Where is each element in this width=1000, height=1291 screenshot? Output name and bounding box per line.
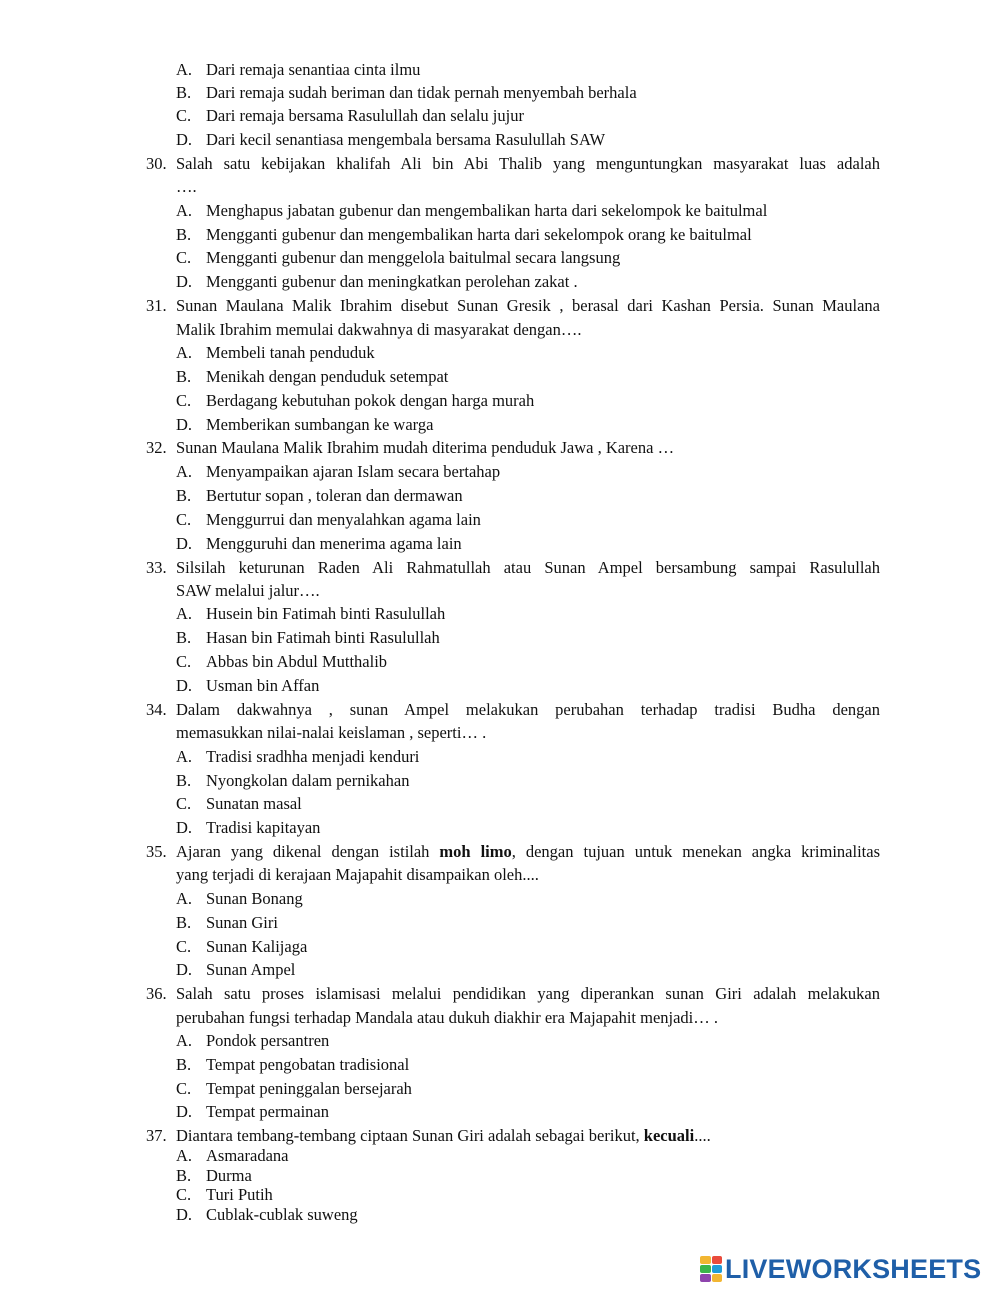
q36-option-a[interactable]: A. Pondok persantren (176, 1031, 330, 1050)
q29-option-a[interactable]: A. Dari remaja senantiaa cinta ilmu (176, 60, 421, 79)
q32-option-a[interactable]: A. Menyampaikan ajaran Islam secara bertahap (176, 462, 501, 481)
q35-keyword: moh limo (439, 842, 512, 861)
logo-block (700, 1265, 711, 1273)
q34-option-d[interactable]: D. Tradisi kapitayan (176, 818, 321, 837)
logo-block (700, 1274, 711, 1282)
liveworksheets-logo-icon (700, 1256, 722, 1282)
q35-option-c[interactable]: C. Sunan Kalijaga (176, 937, 308, 956)
q33-option-b[interactable]: B. Hasan bin Fatimah binti Rasulullah (176, 628, 440, 647)
q36-option-d[interactable]: D. Tempat permainan (176, 1102, 330, 1121)
q29-option-c[interactable]: C. Dari remaja bersama Rasulullah dan selalu jujur (176, 106, 524, 125)
q30-option-d[interactable]: D. Mengganti gubenur dan meningkatkan perolehan zakat . (176, 272, 578, 291)
liveworksheets-logo-text: LIVEWORKSHEETS (725, 1253, 982, 1284)
q35-number: 35. (146, 842, 167, 861)
q37-option-d[interactable]: D. Cublak-cublak suweng (176, 1205, 358, 1224)
q33-option-d[interactable]: D. Usman bin Affan (176, 676, 320, 695)
q30-text-line2: …. (176, 177, 197, 196)
q37-option-b[interactable]: B. Durma (176, 1166, 252, 1185)
q31-text-line2: Malik Ibrahim memulai dakwahnya di masyarakat dengan…. (176, 320, 582, 339)
q32-text-line1: Sunan Maulana Malik Ibrahim mudah diterima penduduk Jawa , Karena … (176, 438, 675, 457)
q37-number: 37. (146, 1126, 167, 1145)
q33-text-line2: SAW melalui jalur…. (176, 581, 320, 600)
logo-block (700, 1256, 711, 1264)
q34-option-b[interactable]: B. Nyongkolan dalam pernikahan (176, 771, 410, 790)
q35-option-b[interactable]: B. Sunan Giri (176, 913, 278, 932)
q35-option-a[interactable]: A. Sunan Bonang (176, 889, 303, 908)
q34-option-a[interactable]: A. Tradisi sradhha menjadi kenduri (176, 747, 420, 766)
q31-number: 31. (146, 296, 167, 315)
q34-number: 34. (146, 700, 167, 719)
q33-number: 33. (146, 558, 167, 577)
q37-option-a[interactable]: A. Asmaradana (176, 1146, 289, 1165)
q30-option-c[interactable]: C. Mengganti gubenur dan menggelola baitulmal secara langsung (176, 248, 621, 267)
q36-option-c[interactable]: C. Tempat peninggalan bersejarah (176, 1079, 412, 1098)
q37-text-line1: Diantara tembang-tembang ciptaan Sunan Giri adalah sebagai berikut, kecuali.... (176, 1126, 711, 1145)
q34-text-line1: Dalam dakwahnya , sunan Ampel melakukan perubahan terhadap tradisi Budha dengan (176, 700, 880, 719)
q37-option-c[interactable]: C. Turi Putih (176, 1185, 273, 1204)
q32-option-b[interactable]: B. Bertutur sopan , toleran dan dermawan (176, 486, 463, 505)
q30-option-b[interactable]: B. Mengganti gubenur dan mengembalikan harta dari sekelompok orang ke baitulmal (176, 225, 752, 244)
q31-option-a[interactable]: A. Membeli tanah penduduk (176, 343, 375, 362)
q31-option-c[interactable]: C. Berdagang kebutuhan pokok dengan harga murah (176, 391, 535, 410)
q31-option-b[interactable]: B. Menikah dengan penduduk setempat (176, 367, 449, 386)
q37-keyword: kecuali (643, 1126, 695, 1145)
q33-option-c[interactable]: C. Abbas bin Abdul Mutthalib (176, 652, 388, 671)
q35-text-line2: yang terjadi di kerajaan Majapahit disampaikan oleh.... (176, 865, 539, 884)
logo-block (712, 1265, 723, 1273)
q36-text-line2: perubahan fungsi terhadap Mandala atau dukuh diakhir era Majapahit menjadi… . (176, 1008, 719, 1027)
logo-block (712, 1256, 723, 1264)
q32-number: 32. (146, 438, 167, 457)
q31-option-d[interactable]: D. Memberikan sumbangan ke warga (176, 415, 434, 434)
q32-option-d[interactable]: D. Mengguruhi dan menerima agama lain (176, 534, 462, 553)
q31-text-line1: Sunan Maulana Malik Ibrahim disebut Sunan Gresik , berasal dari Kashan Persia. Sunan Maulana (176, 296, 880, 315)
q35-option-d[interactable]: D. Sunan Ampel (176, 960, 296, 979)
q30-number: 30. (146, 154, 167, 173)
q30-option-a[interactable]: A. Menghapus jabatan gubenur dan mengembalikan harta dari sekelompok ke baitulmal (176, 201, 768, 220)
liveworksheets-logo (700, 1254, 981, 1284)
q33-text-line1: Silsilah keturunan Raden Ali Rahmatullah atau Sunan Ampel bersambung sampai Rasulullah (176, 558, 880, 577)
q34-option-c[interactable]: C. Sunatan masal (176, 794, 302, 813)
q36-option-b[interactable]: B. Tempat pengobatan tradisional (176, 1055, 410, 1074)
q29-option-b[interactable]: B. Dari remaja sudah beriman dan tidak pernah menyembah berhala (176, 83, 637, 102)
q36-number: 36. (146, 984, 167, 1003)
logo-block (712, 1274, 723, 1282)
q30-text-line1: Salah satu kebijakan khalifah Ali bin Abi Thalib yang menguntungkan masyarakat luas adalah (176, 154, 880, 173)
q29-option-d[interactable]: D. Dari kecil senantiasa mengembala bersama Rasulullah SAW (176, 130, 606, 149)
q34-text-line2: memasukkan nilai-nalai keislaman , seperti… . (176, 723, 487, 742)
q35-text-line1: Ajaran yang dikenal dengan istilah moh limo, dengan tujuan untuk menekan angka kriminalitas (176, 842, 881, 861)
q36-text-line1: Salah satu proses islamisasi melalui pendidikan yang diperankan sunan Giri adalah melakukan (176, 984, 880, 1003)
q32-option-c[interactable]: C. Menggurrui dan menyalahkan agama lain (176, 510, 481, 529)
q33-option-a[interactable]: A. Husein bin Fatimah binti Rasulullah (176, 604, 446, 623)
